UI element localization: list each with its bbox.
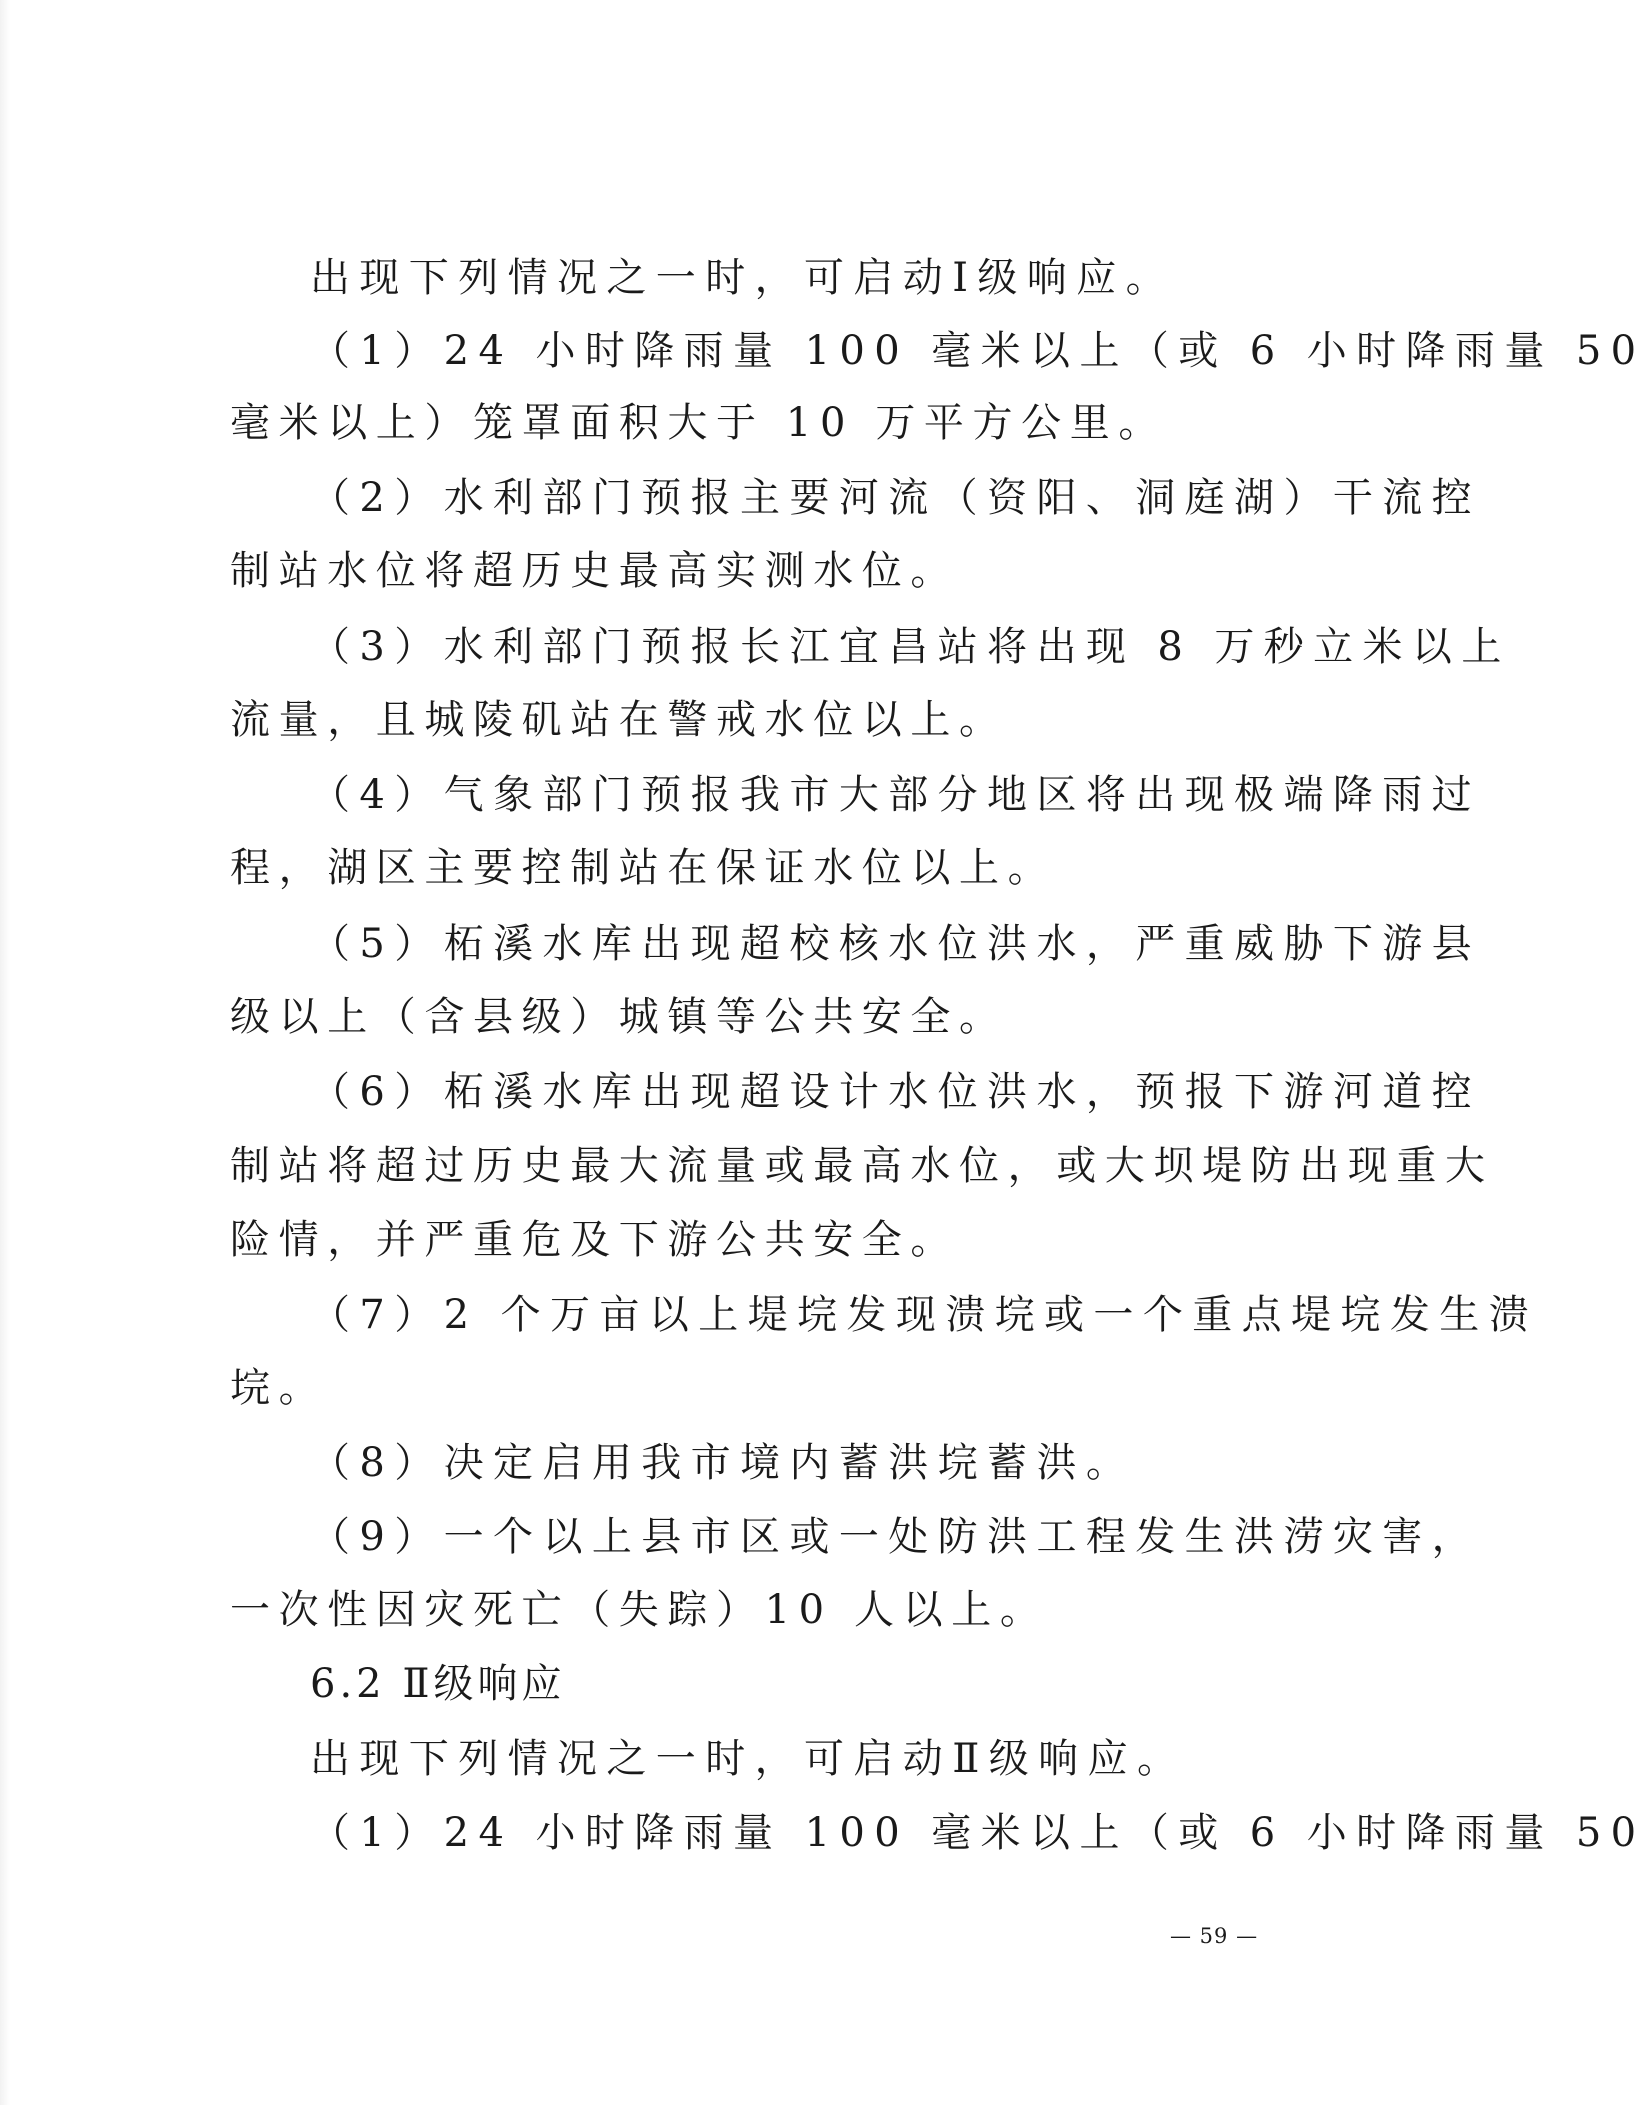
paragraph-intro-level-1: 出现下列情况之一时，可启动Ⅰ级响应。 — [310, 255, 1176, 301]
item-5-line-2: 级以上（含县级）城镇等公共安全。 — [230, 994, 1008, 1040]
item-8-line-1: （8）决定启用我市境内蓄洪垸蓄洪。 — [310, 1440, 1136, 1486]
level-2-item-1-line-1: （1）24 小时降雨量 100 毫米以上（或 6 小时降雨量 50 — [310, 1810, 1646, 1856]
item-3-line-1: （3）水利部门预报长江宜昌站将出现 8 万秒立米以上 — [310, 624, 1511, 670]
item-2-line-1: （2）水利部门预报主要河流（资阳、洞庭湖）干流控 — [310, 475, 1482, 521]
paragraph-intro-level-2: 出现下列情况之一时，可启动Ⅱ级响应。 — [310, 1736, 1187, 1782]
item-3-line-2: 流量，且城陵矶站在警戒水位以上。 — [230, 697, 1008, 743]
item-7-line-2: 垸。 — [230, 1365, 328, 1411]
item-4-line-2: 程，湖区主要控制站在保证水位以上。 — [230, 845, 1057, 891]
item-9-line-2: 一次性因灾死亡（失踪）10 人以上。 — [230, 1587, 1049, 1633]
item-5-line-1: （5）柘溪水库出现超校核水位洪水，严重威胁下游县 — [310, 921, 1482, 967]
item-2-line-2: 制站水位将超历史最高实测水位。 — [230, 548, 959, 594]
item-6-line-1: （6）柘溪水库出现超设计水位洪水，预报下游河道控 — [310, 1069, 1482, 1115]
item-1-line-1: （1）24 小时降雨量 100 毫米以上（或 6 小时降雨量 50 — [310, 328, 1646, 374]
item-7-line-1: （7）2 个万亩以上堤垸发现溃垸或一个重点堤垸发生溃 — [310, 1292, 1539, 1338]
item-1-line-2: 毫米以上）笼罩面积大于 10 万平方公里。 — [230, 400, 1167, 446]
item-9-line-1: （9）一个以上县市区或一处防洪工程发生洪涝灾害， — [310, 1514, 1482, 1560]
scan-edge — [0, 0, 10, 2105]
item-4-line-1: （4）气象部门预报我市大部分地区将出现极端降雨过 — [310, 772, 1482, 818]
item-6-line-3: 险情，并严重危及下游公共安全。 — [230, 1217, 959, 1263]
item-6-line-2: 制站将超过历史最大流量或最高水位，或大坝堤防出现重大 — [230, 1143, 1494, 1189]
section-heading-6-2: 6.2 Ⅱ级响应 — [310, 1661, 566, 1707]
page-number: — 59 — — [1170, 1924, 1259, 1948]
